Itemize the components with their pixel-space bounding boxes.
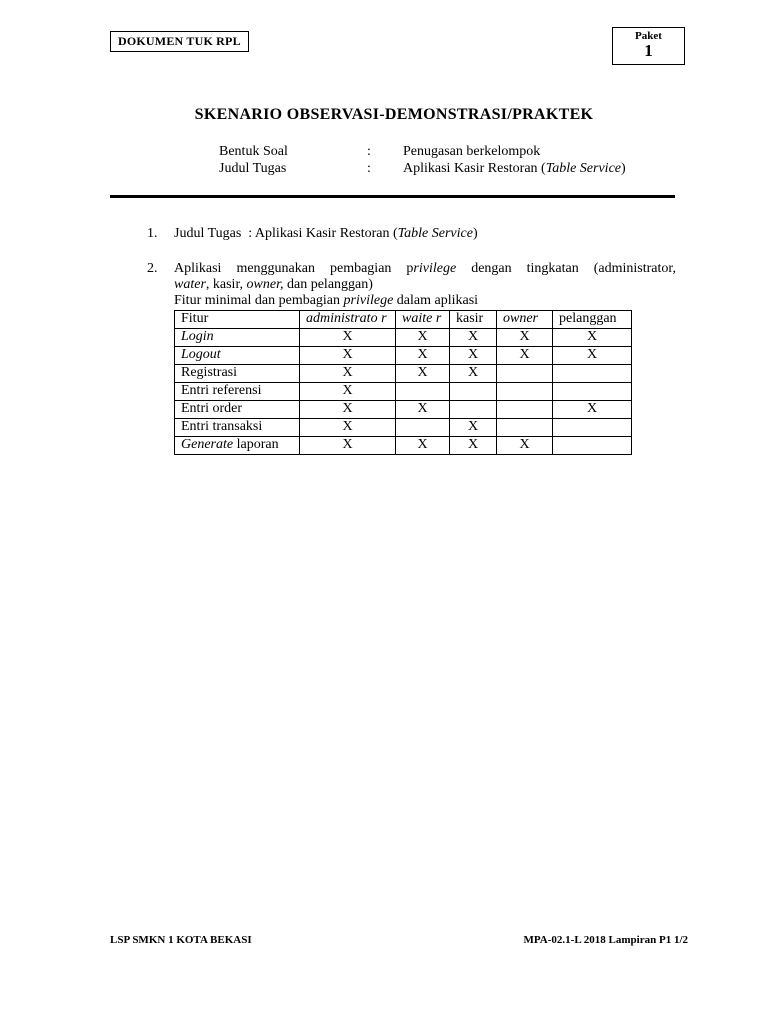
table-row [175, 329, 632, 347]
mark-cell: X [300, 347, 396, 365]
text-part: , kasir, [205, 277, 247, 292]
feature-cell [175, 437, 300, 455]
feature-plain: laporan [233, 437, 279, 452]
meta-row-bentuk-soal [219, 143, 626, 160]
list-number: 1. [147, 226, 158, 241]
feature-italic: Logout [181, 347, 221, 362]
paragraph-line-1 [174, 261, 676, 277]
header-text: administrato r [306, 311, 387, 326]
mark-cell: X [450, 419, 497, 437]
mark-cell: X [497, 329, 553, 347]
feature-plain: Entri transaksi [181, 419, 263, 434]
text-italic: Table Service [397, 226, 473, 241]
mark-cell [497, 365, 553, 383]
text-italic: water [174, 277, 206, 292]
feature-italic: Generate [181, 437, 234, 452]
feature-cell [175, 383, 300, 401]
header-cell: kasir [450, 311, 497, 329]
paket-box [612, 27, 685, 65]
mark-cell: X [450, 347, 497, 365]
feature-italic: Login [181, 329, 214, 344]
table-row [175, 365, 632, 383]
mark-cell: X [450, 329, 497, 347]
feature-cell [175, 401, 300, 419]
mark-cell: X [497, 437, 553, 455]
mark-cell [497, 401, 553, 419]
meta-colon: : [367, 161, 371, 176]
header-cell [396, 311, 450, 329]
header-cell [497, 311, 553, 329]
paragraph-line-3 [174, 293, 478, 308]
mark-cell [553, 437, 632, 455]
feature-cell [175, 419, 300, 437]
header-text: waite r [402, 311, 442, 326]
privilege-table [174, 310, 632, 455]
text-part: dengan tingkatan (administrator, [456, 261, 676, 276]
mark-cell [553, 365, 632, 383]
feature-cell [175, 365, 300, 383]
page-title: SKENARIO OBSERVASI-DEMONSTRASI/PRAKTEK [194, 106, 594, 123]
list-item-text [174, 261, 676, 309]
footer-document-code: MPA-02.1-L 2018 Lampiran P1 1/2 [523, 934, 688, 946]
mark-cell [450, 383, 497, 401]
mark-cell: X [300, 365, 396, 383]
list-number: 2. [147, 261, 158, 276]
meta-value-suffix: ) [621, 161, 626, 176]
mark-cell: X [553, 347, 632, 365]
header-text: owner [503, 311, 538, 326]
feature-cell [175, 329, 300, 347]
mark-cell: X [300, 383, 396, 401]
text-part: Fitur minimal dan pembagian [174, 293, 344, 308]
meta-block [219, 143, 626, 177]
meta-colon: : [367, 144, 371, 159]
meta-row-judul-tugas [219, 160, 626, 177]
paket-number: 1 [644, 41, 653, 60]
meta-value: Penugasan berkelompok [403, 144, 541, 159]
table-row [175, 419, 632, 437]
mark-cell [497, 419, 553, 437]
mark-cell [396, 419, 450, 437]
paket-label: Paket [635, 30, 662, 42]
text-prefix: Judul Tugas : Aplikasi Kasir Restoran ( [174, 226, 398, 241]
header-cell [300, 311, 396, 329]
mark-cell: X [396, 329, 450, 347]
mark-cell: X [450, 437, 497, 455]
header-cell: pelanggan [553, 311, 632, 329]
mark-cell [396, 383, 450, 401]
section-divider [110, 195, 675, 198]
text-part: Aplikasi menggunakan pembagian p [174, 261, 414, 276]
text-italic: privilege [343, 293, 394, 308]
mark-cell [553, 419, 632, 437]
mark-cell: X [300, 437, 396, 455]
document-type-label: DOKUMEN TUK RPL [110, 31, 249, 52]
feature-cell [175, 347, 300, 365]
text-italic: rivilege [413, 261, 457, 276]
mark-cell [553, 383, 632, 401]
meta-label: Judul Tugas [219, 161, 287, 176]
mark-cell: X [300, 401, 396, 419]
feature-plain: Entri order [181, 401, 243, 416]
meta-label: Bentuk Soal [219, 144, 288, 159]
text-italic: owner, [246, 277, 284, 292]
table-row [175, 347, 632, 365]
header-cell: Fitur [175, 311, 300, 329]
list-item-text [174, 226, 676, 242]
table-header-row [175, 311, 632, 329]
meta-value-italic: Table Service [545, 161, 622, 176]
mark-cell: X [300, 419, 396, 437]
mark-cell: X [553, 329, 632, 347]
footer-organization: LSP SMKN 1 KOTA BEKASI [110, 934, 252, 946]
text-suffix: ) [472, 226, 478, 241]
mark-cell [497, 383, 553, 401]
mark-cell: X [396, 437, 450, 455]
mark-cell: X [553, 401, 632, 419]
mark-cell: X [497, 347, 553, 365]
mark-cell: X [396, 365, 450, 383]
table-row [175, 437, 632, 455]
mark-cell: X [396, 347, 450, 365]
feature-plain: Registrasi [181, 365, 237, 380]
paragraph-line-2 [174, 277, 373, 292]
mark-cell: X [450, 365, 497, 383]
text-part: dan pelanggan) [283, 277, 373, 292]
feature-plain: Entri referensi [181, 383, 262, 398]
table-row [175, 401, 632, 419]
mark-cell: X [300, 329, 396, 347]
meta-value-prefix: Aplikasi Kasir Restoran ( [403, 161, 546, 176]
table-row [175, 383, 632, 401]
mark-cell [450, 401, 497, 419]
text-part: dalam aplikasi [393, 293, 479, 308]
mark-cell: X [396, 401, 450, 419]
